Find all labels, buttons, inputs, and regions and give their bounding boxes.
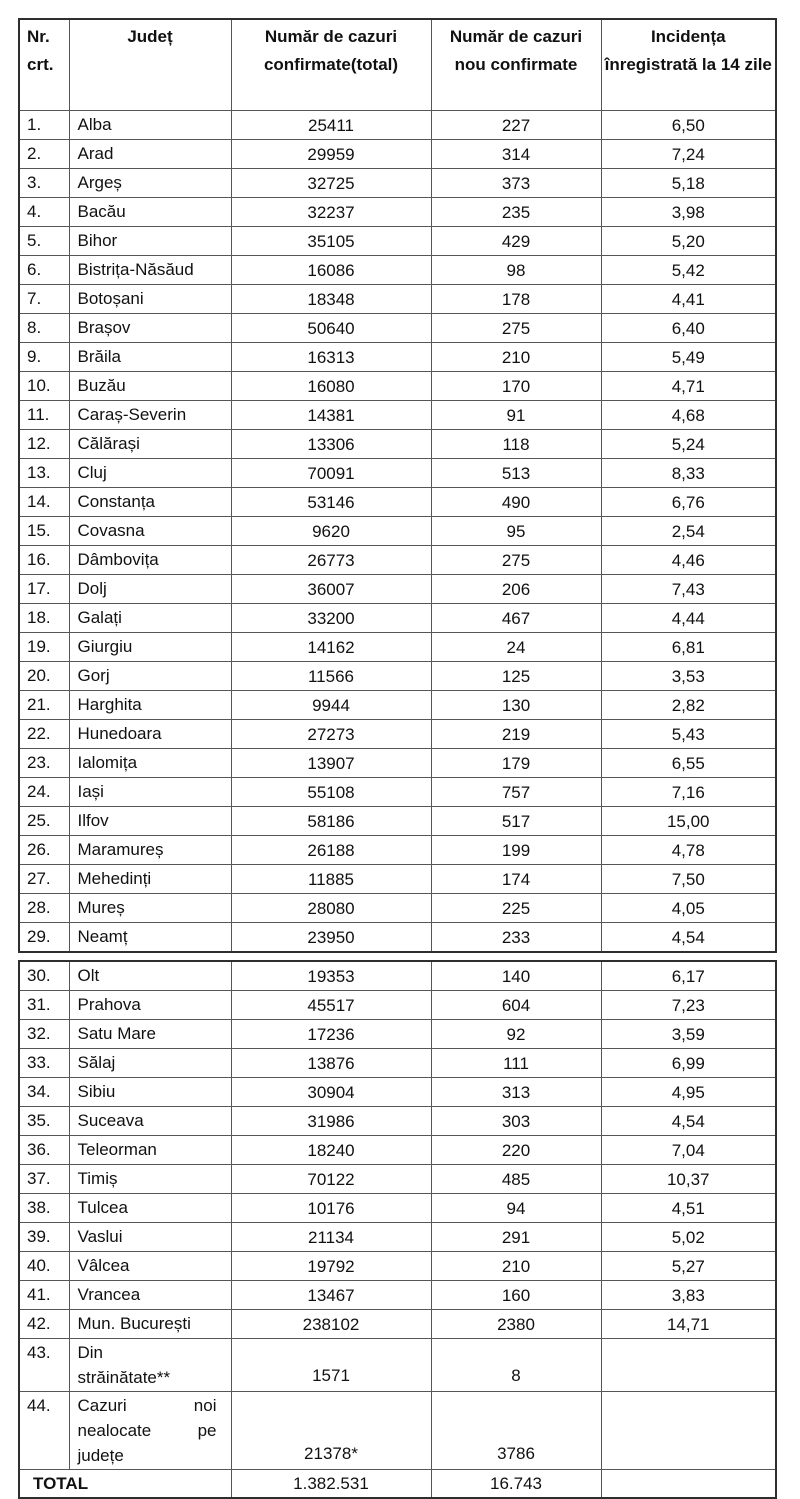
cell-total: 58186 (231, 807, 431, 836)
cell-judet: Gorj (69, 662, 231, 691)
cell-nou: 604 (431, 991, 601, 1020)
cell-total: 14162 (231, 633, 431, 662)
cell-nr: 34. (19, 1078, 69, 1107)
cell-judet: Giurgiu (69, 633, 231, 662)
cell-total: 29959 (231, 140, 431, 169)
cell-total: 36007 (231, 575, 431, 604)
cell-nr: 30. (19, 961, 69, 991)
cell-nr: 43. (19, 1339, 69, 1392)
cell-nou: 8 (431, 1339, 601, 1392)
cell-total: 27273 (231, 720, 431, 749)
cell-nou: 235 (431, 198, 601, 227)
cell-judet: Timiș (69, 1165, 231, 1194)
cell-incidenta: 4,51 (601, 1194, 776, 1223)
cell-nou: 314 (431, 140, 601, 169)
cell-nou: 219 (431, 720, 601, 749)
cell-incidenta: 7,43 (601, 575, 776, 604)
cell-nr: 38. (19, 1194, 69, 1223)
header-total-cases: Număr de cazuri confirmate(total) (231, 19, 431, 111)
header-incidence: Incidența înregistrată la 14 zile (601, 19, 776, 111)
cell-nr: 18. (19, 604, 69, 633)
cell-incidenta: 5,18 (601, 169, 776, 198)
cell-total: 11885 (231, 865, 431, 894)
cell-incidenta: 4,54 (601, 1107, 776, 1136)
cell-judet: Brașov (69, 314, 231, 343)
cell-nou: 170 (431, 372, 601, 401)
cell-judet: Bihor (69, 227, 231, 256)
cell-nou: 225 (431, 894, 601, 923)
table-row (19, 1339, 776, 1392)
cell-judet: Cluj (69, 459, 231, 488)
cell-total: 11566 (231, 662, 431, 691)
total-confirmed-cases: 1.382.531 (231, 1470, 431, 1499)
cell-nou: 373 (431, 169, 601, 198)
cell-nr: 40. (19, 1252, 69, 1281)
cell-nr: 9. (19, 343, 69, 372)
cell-nr: 3. (19, 169, 69, 198)
cell-incidenta: 14,71 (601, 1310, 776, 1339)
cell-total: 23950 (231, 923, 431, 953)
cell-incidenta: 5,02 (601, 1223, 776, 1252)
table-row (19, 401, 776, 430)
cell-nou: 490 (431, 488, 601, 517)
cell-judet: Teleorman (69, 1136, 231, 1165)
table-row (19, 372, 776, 401)
cell-nou: 199 (431, 836, 601, 865)
cell-nou: 24 (431, 633, 601, 662)
cell-judet: Cazuri noi nealocate pe județe (69, 1392, 231, 1470)
table-row (19, 836, 776, 865)
cell-nou: 210 (431, 1252, 601, 1281)
table-row (19, 314, 776, 343)
cell-nr: 14. (19, 488, 69, 517)
cell-judet: Călărași (69, 430, 231, 459)
cell-nou: 303 (431, 1107, 601, 1136)
cell-total: 31986 (231, 1107, 431, 1136)
cell-incidenta: 5,24 (601, 430, 776, 459)
cell-total: 28080 (231, 894, 431, 923)
table-row (19, 1107, 776, 1136)
cell-total: 21378* (231, 1392, 431, 1470)
cell-nr: 29. (19, 923, 69, 953)
cell-total: 55108 (231, 778, 431, 807)
table-row (19, 691, 776, 720)
cell-incidenta: 7,50 (601, 865, 776, 894)
cell-judet: Botoșani (69, 285, 231, 314)
table-row (19, 1392, 776, 1470)
cell-nou: 485 (431, 1165, 601, 1194)
cell-total: 70122 (231, 1165, 431, 1194)
table-row (19, 430, 776, 459)
cell-nou: 275 (431, 546, 601, 575)
table-row (19, 807, 776, 836)
table-row (19, 1223, 776, 1252)
cell-judet: Dâmbovița (69, 546, 231, 575)
header-row (19, 19, 776, 111)
cell-judet: Mureș (69, 894, 231, 923)
cell-nou: 98 (431, 256, 601, 285)
cell-nou: 513 (431, 459, 601, 488)
cell-nou: 2380 (431, 1310, 601, 1339)
cell-nr: 12. (19, 430, 69, 459)
cell-nr: 21. (19, 691, 69, 720)
table-row (19, 111, 776, 140)
table-row (19, 991, 776, 1020)
cell-judet: Olt (69, 961, 231, 991)
cell-nr: 11. (19, 401, 69, 430)
cell-judet: Argeș (69, 169, 231, 198)
table-row (19, 1136, 776, 1165)
cell-nou: 91 (431, 401, 601, 430)
cell-nr: 17. (19, 575, 69, 604)
cell-incidenta: 4,78 (601, 836, 776, 865)
cell-nr: 10. (19, 372, 69, 401)
table-row (19, 285, 776, 314)
rows-counties-30-44 (19, 961, 776, 1470)
table-row (19, 604, 776, 633)
cell-nou: 178 (431, 285, 601, 314)
table-row (19, 662, 776, 691)
cell-total: 35105 (231, 227, 431, 256)
cell-incidenta: 6,17 (601, 961, 776, 991)
table-row (19, 1165, 776, 1194)
cell-nou: 206 (431, 575, 601, 604)
cell-nr: 7. (19, 285, 69, 314)
cell-total: 13306 (231, 430, 431, 459)
table-row (19, 894, 776, 923)
cell-incidenta: 6,50 (601, 111, 776, 140)
cell-nr: 2. (19, 140, 69, 169)
cell-judet: Dolj (69, 575, 231, 604)
cell-incidenta: 6,40 (601, 314, 776, 343)
cell-total: 26188 (231, 836, 431, 865)
cell-nr: 36. (19, 1136, 69, 1165)
header-judet: Județ (69, 19, 231, 111)
total-incidence (601, 1470, 776, 1499)
cases-table-part-2 (18, 960, 777, 1499)
cell-nr: 32. (19, 1020, 69, 1049)
cell-judet: Mehedinți (69, 865, 231, 894)
cell-nou: 95 (431, 517, 601, 546)
cell-total: 33200 (231, 604, 431, 633)
table-row (19, 343, 776, 372)
table-row (19, 749, 776, 778)
cell-nou: 275 (431, 314, 601, 343)
cell-total: 14381 (231, 401, 431, 430)
cell-nr: 27. (19, 865, 69, 894)
cell-judet: Caraș-Severin (69, 401, 231, 430)
cell-incidenta: 3,83 (601, 1281, 776, 1310)
cell-nr: 16. (19, 546, 69, 575)
cell-judet: Ilfov (69, 807, 231, 836)
cell-judet: Bacău (69, 198, 231, 227)
cell-total: 21134 (231, 1223, 431, 1252)
cell-nr: 8. (19, 314, 69, 343)
table-row (19, 198, 776, 227)
cell-judet: Vaslui (69, 1223, 231, 1252)
cell-nou: 3786 (431, 1392, 601, 1470)
cell-nou: 517 (431, 807, 601, 836)
cell-incidenta: 4,05 (601, 894, 776, 923)
cell-total: 9944 (231, 691, 431, 720)
table-row (19, 1049, 776, 1078)
cell-total: 9620 (231, 517, 431, 546)
cell-incidenta: 2,54 (601, 517, 776, 546)
cell-nr: 31. (19, 991, 69, 1020)
cell-nr: 15. (19, 517, 69, 546)
cell-incidenta: 4,54 (601, 923, 776, 953)
cell-incidenta: 3,53 (601, 662, 776, 691)
cell-incidenta: 8,33 (601, 459, 776, 488)
cell-incidenta: 2,82 (601, 691, 776, 720)
cell-judet: Alba (69, 111, 231, 140)
cell-total: 30904 (231, 1078, 431, 1107)
cell-nou: 429 (431, 227, 601, 256)
table-row (19, 256, 776, 285)
cell-judet: Vrancea (69, 1281, 231, 1310)
cell-judet: Suceava (69, 1107, 231, 1136)
cell-total: 17236 (231, 1020, 431, 1049)
cell-total: 10176 (231, 1194, 431, 1223)
cell-total: 18348 (231, 285, 431, 314)
cell-nou: 220 (431, 1136, 601, 1165)
cell-total: 238102 (231, 1310, 431, 1339)
cell-nr: 37. (19, 1165, 69, 1194)
rows-counties-1-29 (19, 111, 776, 953)
cell-incidenta: 6,99 (601, 1049, 776, 1078)
table-row (19, 140, 776, 169)
cell-total: 13876 (231, 1049, 431, 1078)
table-row (19, 778, 776, 807)
cell-total: 13907 (231, 749, 431, 778)
cell-nou: 118 (431, 430, 601, 459)
cell-incidenta: 3,98 (601, 198, 776, 227)
cell-incidenta: 4,95 (601, 1078, 776, 1107)
cell-nou: 757 (431, 778, 601, 807)
cell-judet: Satu Mare (69, 1020, 231, 1049)
cell-incidenta: 10,37 (601, 1165, 776, 1194)
table-row (19, 923, 776, 953)
cell-nou: 125 (431, 662, 601, 691)
cell-nr: 19. (19, 633, 69, 662)
total-label: TOTAL (19, 1470, 231, 1499)
cell-nou: 467 (431, 604, 601, 633)
cell-incidenta (601, 1392, 776, 1470)
cell-judet: Tulcea (69, 1194, 231, 1223)
cell-incidenta: 7,04 (601, 1136, 776, 1165)
cell-judet: Buzău (69, 372, 231, 401)
cell-nr: 22. (19, 720, 69, 749)
table-row (19, 1194, 776, 1223)
cell-incidenta: 4,68 (601, 401, 776, 430)
cell-judet: Neamț (69, 923, 231, 953)
table-row (19, 961, 776, 991)
cell-nou: 179 (431, 749, 601, 778)
cell-nr: 35. (19, 1107, 69, 1136)
table-row (19, 517, 776, 546)
cell-nou: 291 (431, 1223, 601, 1252)
cell-judet: Iași (69, 778, 231, 807)
header-nr-crt: Nr. crt. (19, 19, 69, 111)
table-row (19, 720, 776, 749)
cell-nr: 33. (19, 1049, 69, 1078)
cell-judet: Mun. București (69, 1310, 231, 1339)
table-row (19, 1078, 776, 1107)
table-row (19, 575, 776, 604)
cell-judet: Harghita (69, 691, 231, 720)
table-row (19, 169, 776, 198)
cell-nr: 39. (19, 1223, 69, 1252)
cell-total: 16080 (231, 372, 431, 401)
cell-nou: 140 (431, 961, 601, 991)
cell-judet: Brăila (69, 343, 231, 372)
cell-nou: 227 (431, 111, 601, 140)
table-row (19, 865, 776, 894)
cell-total: 1571 (231, 1339, 431, 1392)
table-row (19, 633, 776, 662)
cell-nr: 26. (19, 836, 69, 865)
table-footer (19, 1470, 776, 1499)
cell-total: 25411 (231, 111, 431, 140)
cell-nr: 24. (19, 778, 69, 807)
cell-incidenta: 5,27 (601, 1252, 776, 1281)
table-header (19, 19, 776, 111)
total-row (19, 1470, 776, 1499)
cell-nou: 313 (431, 1078, 601, 1107)
cell-nou: 92 (431, 1020, 601, 1049)
cell-nr: 1. (19, 111, 69, 140)
cell-incidenta: 4,44 (601, 604, 776, 633)
cell-incidenta: 6,55 (601, 749, 776, 778)
cell-incidenta: 15,00 (601, 807, 776, 836)
cell-nr: 20. (19, 662, 69, 691)
cell-incidenta: 5,43 (601, 720, 776, 749)
cell-incidenta: 6,76 (601, 488, 776, 517)
cell-incidenta: 7,16 (601, 778, 776, 807)
cell-nou: 174 (431, 865, 601, 894)
cell-nr: 23. (19, 749, 69, 778)
cell-judet: Bistrița-Năsăud (69, 256, 231, 285)
cell-total: 32725 (231, 169, 431, 198)
cell-judet: Maramureș (69, 836, 231, 865)
cell-judet: Arad (69, 140, 231, 169)
cell-total: 53146 (231, 488, 431, 517)
cell-incidenta (601, 1339, 776, 1392)
cell-total: 45517 (231, 991, 431, 1020)
cell-judet: Covasna (69, 517, 231, 546)
cell-total: 16313 (231, 343, 431, 372)
cell-incidenta: 7,24 (601, 140, 776, 169)
cell-incidenta: 5,20 (601, 227, 776, 256)
table-row (19, 488, 776, 517)
cell-nr: 42. (19, 1310, 69, 1339)
cell-incidenta: 4,41 (601, 285, 776, 314)
cell-nr: 44. (19, 1392, 69, 1470)
cell-nr: 6. (19, 256, 69, 285)
cell-judet: Vâlcea (69, 1252, 231, 1281)
cell-nr: 13. (19, 459, 69, 488)
cell-total: 19792 (231, 1252, 431, 1281)
cases-table-part-1 (18, 18, 777, 953)
table-row (19, 1281, 776, 1310)
cell-nou: 160 (431, 1281, 601, 1310)
header-new-cases: Număr de cazuri nou confirmate (431, 19, 601, 111)
cell-nou: 111 (431, 1049, 601, 1078)
cell-nr: 5. (19, 227, 69, 256)
cell-nou: 233 (431, 923, 601, 953)
table-row (19, 546, 776, 575)
table-row (19, 1252, 776, 1281)
total-new-cases: 16.743 (431, 1470, 601, 1499)
cell-incidenta: 6,81 (601, 633, 776, 662)
cell-incidenta: 4,46 (601, 546, 776, 575)
cell-nr: 41. (19, 1281, 69, 1310)
cell-judet: Ialomița (69, 749, 231, 778)
table-row (19, 459, 776, 488)
cell-nr: 4. (19, 198, 69, 227)
cell-nr: 25. (19, 807, 69, 836)
cell-total: 70091 (231, 459, 431, 488)
cell-nou: 94 (431, 1194, 601, 1223)
cell-incidenta: 3,59 (601, 1020, 776, 1049)
cell-judet: Hunedoara (69, 720, 231, 749)
cell-incidenta: 5,42 (601, 256, 776, 285)
cell-incidenta: 7,23 (601, 991, 776, 1020)
cell-judet: Sălaj (69, 1049, 231, 1078)
cell-nr: 28. (19, 894, 69, 923)
cell-judet: Constanța (69, 488, 231, 517)
cell-nou: 130 (431, 691, 601, 720)
cell-total: 18240 (231, 1136, 431, 1165)
cell-total: 16086 (231, 256, 431, 285)
cell-nou: 210 (431, 343, 601, 372)
table-row (19, 1310, 776, 1339)
cell-incidenta: 5,49 (601, 343, 776, 372)
cell-judet: Galați (69, 604, 231, 633)
table-row (19, 227, 776, 256)
cell-incidenta: 4,71 (601, 372, 776, 401)
cell-total: 13467 (231, 1281, 431, 1310)
cell-total: 26773 (231, 546, 431, 575)
cell-total: 32237 (231, 198, 431, 227)
cell-judet: Prahova (69, 991, 231, 1020)
cell-total: 50640 (231, 314, 431, 343)
cell-total: 19353 (231, 961, 431, 991)
table-row (19, 1020, 776, 1049)
cell-judet: Din străinătate** (69, 1339, 231, 1392)
cell-judet: Sibiu (69, 1078, 231, 1107)
